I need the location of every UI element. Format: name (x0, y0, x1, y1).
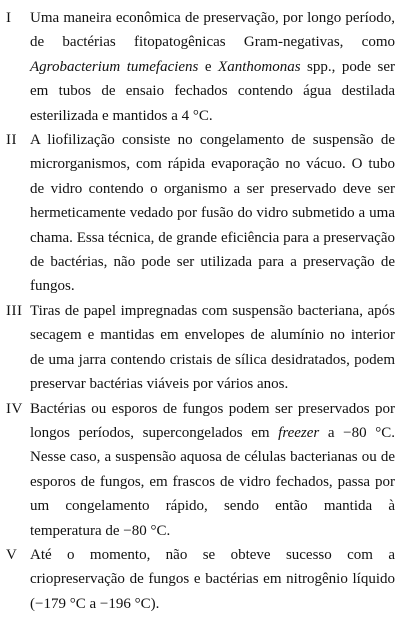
item-number: I (6, 10, 12, 26)
item-number: IV (6, 400, 23, 417)
item-text (30, 543, 395, 616)
list-item-iii (6, 299, 395, 397)
text-segment: a −80 °C. Nesse caso, a suspensão aquosa de células bacterianas ou de esporos de fungos, em frascos de vidro fechados, passa por um congelamento rápido, sendo então mantida à temperatura de −80 °C. (30, 424, 395, 539)
list-item-i (6, 6, 395, 128)
item-text (30, 6, 395, 128)
item-text (30, 128, 395, 299)
text-segment: spp., pode ser em tubos de ensaio fechados contendo água destilada esterilizada e mantidos a 4 °C. (30, 58, 395, 124)
text-segment: Tiras de papel impregnadas com suspensão bacteriana, após secagem e mantidas em envelopes de alumínio no interior de uma jarra contendo cristais de sílica desidratados, podem preservar bactérias viáveis por vários anos. (30, 302, 395, 393)
text-segment: Até o momento, não se obteve sucesso com a criopreservação de fungos e bactérias em nitrogênio líquido (−179 °C a −196 °C). (30, 546, 395, 612)
item-number: II (6, 132, 17, 149)
list-item-v (6, 543, 395, 616)
item-number: III (6, 302, 23, 319)
item-number: V (6, 546, 18, 563)
text-segment: A liofilização consiste no congelamento de suspensão de microrganismos, com rápida evaporação no vácuo. O tubo de vidro contendo o organismo a ser preservado deve ser hermeticamente vedado por fusão do vidro submetido a uma chama. Essa técnica, de grande eficiência para a preservação de bactérias, não pode ser utilizada para a preservação de fungos. (30, 132, 395, 295)
text-segment: Bactérias ou esporos de fungos podem ser preservados por longos períodos, supercongelados em (30, 400, 395, 441)
item-text (30, 397, 395, 543)
list-item-ii (6, 128, 395, 299)
italic-term: Xanthomonas (218, 58, 301, 75)
text-segment: Uma maneira econômica de preservação, por longo período, de bactérias fitopatogênicas Gram-negativas, como (30, 10, 395, 51)
italic-term: Agrobacterium tumefaciens (30, 58, 199, 75)
list-item-iv (6, 397, 395, 543)
italic-term: freezer (278, 424, 320, 441)
item-text (30, 299, 395, 397)
text-segment: e (198, 58, 219, 75)
